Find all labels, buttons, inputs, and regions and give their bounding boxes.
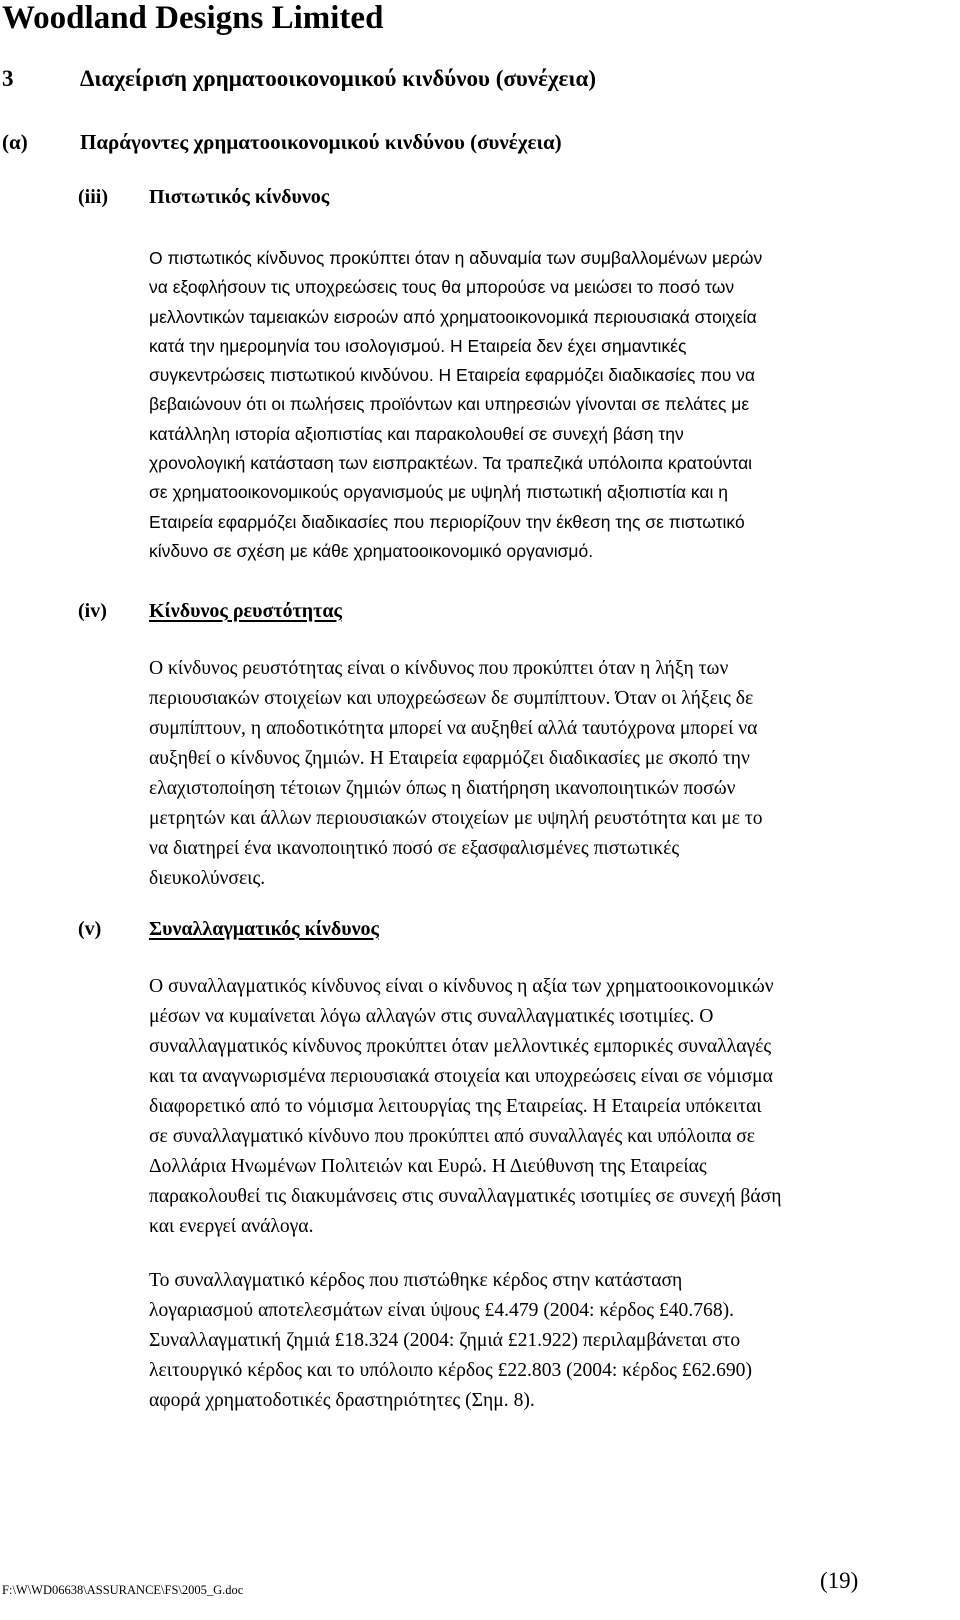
subsection-title: Παράγοντες χρηματοοικονομικού κινδύνου (συνέχεια) bbox=[80, 130, 562, 154]
paragraph-fx-gain bbox=[149, 1266, 939, 1416]
paragraph-line: λογαριασμού αποτελεσμάτων είναι ύψους £4.479 (2004: κέρδος £40.768). bbox=[149, 1300, 735, 1321]
paragraph-line: κατά την ημερομηνία του ισολογισμού. Η Εταιρεία δεν έχει σημαντικές bbox=[149, 335, 687, 356]
paragraph-line: μέσων να κυμαίνεται λόγω αλλαγών στις συναλλαγματικές ισοτιμίες. Ο bbox=[149, 1006, 714, 1027]
subsection-letter: (α) bbox=[2, 130, 28, 154]
paragraph-line: ελαχιστοποίηση τέτοιων ζημιών όπως η διατήρηση ικανοποιητικών ποσών bbox=[149, 778, 736, 799]
paragraph-line: λειτουργικό κέρδος και το υπόλοιπο κέρδος £22.803 (2004: κέρδος £62.690) bbox=[149, 1360, 753, 1381]
paragraph-line: Το συναλλαγματικό κέρδος που πιστώθηκε κέρδος στην κατάσταση bbox=[149, 1270, 683, 1291]
section-number: 3 bbox=[2, 66, 14, 91]
paragraph-line: χρονολογική κατάσταση των εισπρακτέων. Τα τραπεζικά υπόλοιπα κρατούνται bbox=[149, 453, 753, 474]
paragraph-line: αυξηθεί ο κίνδυνος ζημιών. Η Εταιρεία εφαρμόζει διαδικασίες με σκοπό την bbox=[149, 748, 750, 769]
section-numeral-iii: (iii) bbox=[78, 186, 108, 208]
paragraph-line: περιουσιακών στοιχείων και υποχρεώσεων δε συμπίπτουν. Όταν οι λήξεις δε bbox=[149, 688, 754, 709]
paragraph-line: Εταιρεία εφαρμόζει διαδικασίες που περιορίζουν την έκθεση της σε πιστωτικό bbox=[149, 511, 745, 532]
paragraph-line: και ενεργεί ανάλογα. bbox=[149, 1216, 314, 1237]
paragraph-line: μελλοντικών ταμειακών εισροών από χρηματοοικονομικά περιουσιακά στοιχεία bbox=[149, 306, 757, 327]
paragraph-line: Ο πιστωτικός κίνδυνος προκύπτει όταν η αδυναμία των συμβαλλομένων μερών bbox=[149, 248, 763, 268]
paragraph-line: συγκεντρώσεις πιστωτικού κινδύνου. Η Εταιρεία εφαρμόζει διαδικασίες που να bbox=[149, 365, 756, 386]
page-number: (19) bbox=[820, 1568, 859, 1593]
paragraph-line: Ο συναλλαγματικός κίνδυνος είναι ο κίνδυνος η αξία των χρηματοοικονομικών bbox=[149, 976, 774, 997]
paragraph-line: συναλλαγματικός κίνδυνος προκύπτει όταν μελλοντικές εμπορικές συναλλαγές bbox=[149, 1036, 772, 1057]
paragraph-line: Ο κίνδυνος ρευστότητας είναι ο κίνδυνος που προκύπτει όταν η λήξη των bbox=[149, 658, 729, 679]
paragraph-line: να εξοφλήσουν τις υποχρεώσεις τους θα μπορούσε να μειώσει το ποσό των bbox=[149, 277, 735, 298]
heading-liquidity-risk: Κίνδυνος ρευστότητας bbox=[149, 600, 342, 622]
paragraph-line: διαφορετικό από το νόμισμα λειτουργίας της Εταιρείας. Η Εταιρεία υπόκειται bbox=[149, 1096, 762, 1117]
paragraph-line: συμπίπτουν, η αποδοτικότητα μπορεί να αυξηθεί αλλά ταυτόχρονα μπορεί να bbox=[149, 718, 758, 739]
heading-credit-risk: Πιστωτικός κίνδυνος bbox=[149, 186, 330, 208]
paragraph-line: παρακολουθεί τις διακυμάνσεις στις συναλλαγματικές ισοτιμίες σε συνεχή βάση bbox=[149, 1186, 782, 1207]
paragraph-line: κατάλληλη ιστορία αξιοπιστίας και παρακολουθεί σε συνεχή βάση την bbox=[149, 423, 684, 444]
paragraph-line: σε συναλλαγματικό κίνδυνο που προκύπτει από συναλλαγές και υπόλοιπα σε bbox=[149, 1126, 756, 1147]
paragraph-line: διευκολύνσεις. bbox=[149, 868, 266, 889]
paragraph-line: και τα αναγνωρισμένα περιουσιακά στοιχεία και υποχρεώσεις είναι σε νόμισμα bbox=[149, 1066, 773, 1087]
paragraph-fx-risk bbox=[149, 972, 939, 1242]
section-title: Διαχείριση χρηματοοικονομικού κινδύνου (συνέχεια) bbox=[80, 66, 596, 91]
paragraph-line: κίνδυνο σε σχέση με κάθε χρηματοοικονομικό οργανισμό. bbox=[149, 540, 594, 561]
paragraph-line: μετρητών και άλλων περιουσιακών στοιχείων με υψηλή ρευστότητα και με το bbox=[149, 808, 763, 829]
paragraph-line: Συναλλαγματική ζημιά £18.324 (2004: ζημιά £21.922) περιλαμβάνεται στο bbox=[149, 1330, 741, 1351]
paragraph-line: βεβαιώνουν ότι οι πωλήσεις προϊόντων και υπηρεσιών γίνονται σε πελάτες με bbox=[149, 394, 750, 415]
heading-fx-risk: Συναλλαγματικός κίνδυνος bbox=[149, 918, 379, 940]
paragraph-credit-risk bbox=[149, 244, 939, 566]
paragraph-line: να διατηρεί ένα ικανοποιητικό ποσό σε εξασφαλισμένες πιστωτικές bbox=[149, 838, 680, 859]
footer-file-path: F:\W\WD06638\ASSURANCE\FS\2005_G.doc bbox=[2, 1583, 244, 1597]
company-name: Woodland Designs Limited bbox=[2, 0, 384, 36]
paragraph-line: Δολλάρια Ηνωμένων Πολιτειών και Ευρώ. Η Διεύθυνση της Εταιρείας bbox=[149, 1156, 707, 1177]
paragraph-line: σε χρηματοοικονομικούς οργανισμούς με υψηλή πιστωτική αξιοπιστία και η bbox=[149, 482, 728, 503]
paragraph-liquidity-risk bbox=[149, 654, 939, 894]
section-numeral-v: (v) bbox=[78, 918, 102, 940]
section-numeral-iv: (iv) bbox=[78, 600, 107, 622]
paragraph-line: αφορά χρηματοδοτικές δραστηριότητες (Σημ. 8). bbox=[149, 1390, 535, 1411]
